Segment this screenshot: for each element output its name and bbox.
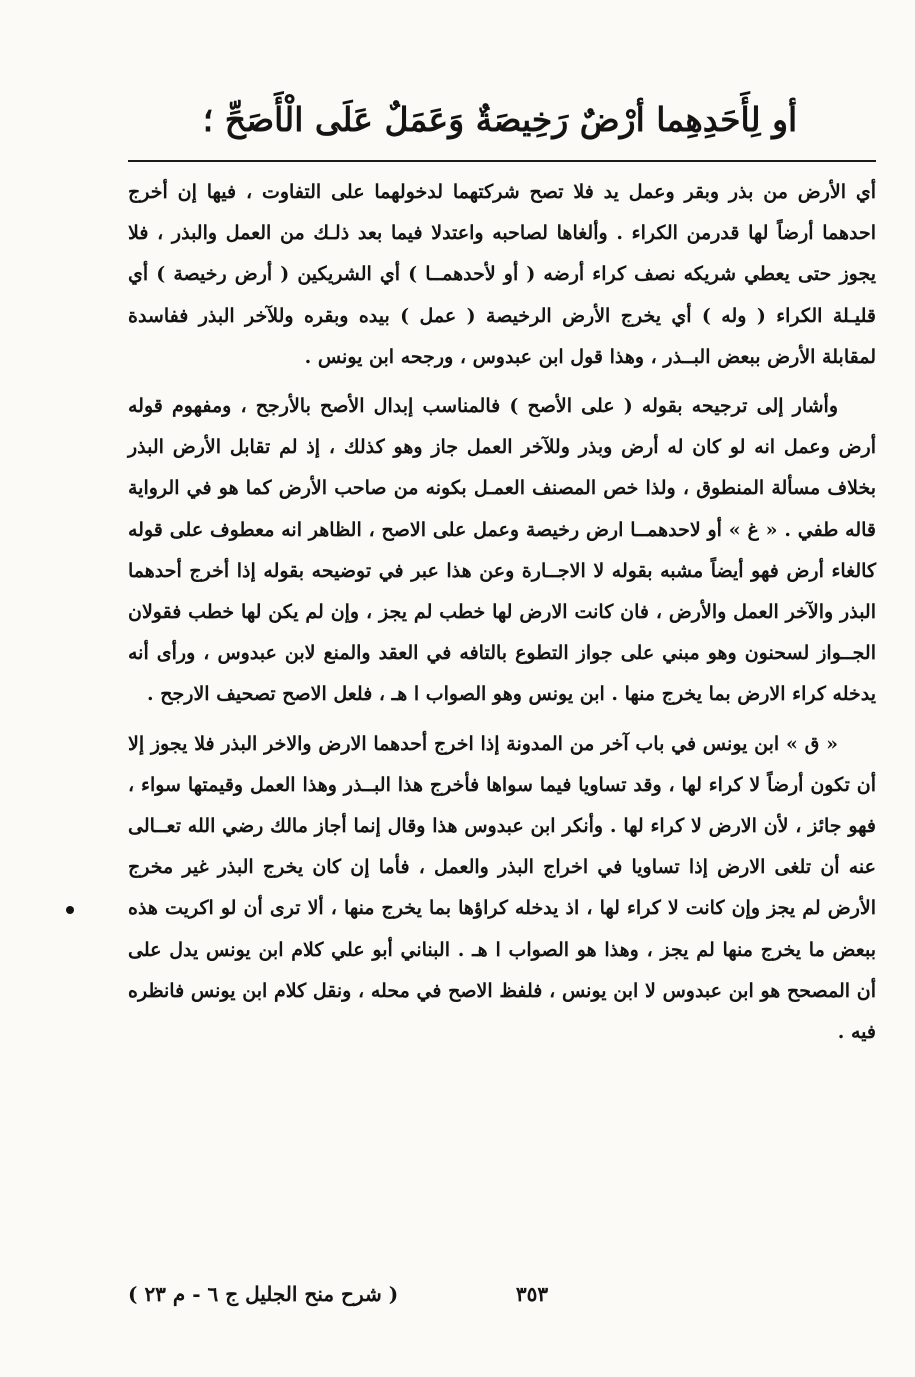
page-number: ٣٥٣ bbox=[515, 1282, 549, 1306]
header-divider bbox=[128, 160, 876, 162]
commentary-paragraph: أي الأرض من بذر وبقر وعمل يد فلا تصح شركتهما لدخولهما على التفاوت ، فيها إن أخرج احدهما أرضاً لها قدرمن الكراء . وألغاها لصاحبه واعتدلا فيما بعد ذلـك من العمل والبذر ، فلا يجوز حتى يعطي شريكه نصف كراء أرضه ( أو لأحدهمــا ) أي الشريكين ( أرض رخيصة ) أي قليـلة الكراء ( وله ) أي يخرج الأرض الرخيصة ( عمل ) بيده وبقره وللآخر البذر ففاسدة لمقابلة الأرض ببعض البــذر ، وهذا قول ابن عبدوس ، ورجحه ابن يونس . bbox=[128, 181, 876, 368]
commentary-paragraph: وأشار إلى ترجيحه بقوله ( على الأصح ) فالمناسب إبدال الأصح بالأرجح ، ومفهوم قوله أرض وعمل انه لو كان له أرض وبذر وللآخر العمل جاز وهو كذلك ، إذ لم تقابل الأرض البذر بخلاف مسألة المنطوق ، ولذا خص المصنف العمـل بكونه من صاحب الأرض كما هو في الرواية قاله طفي . « غ » أو لاحدهمــا ارض رخيصة وعمل على الاصح ، الظاهر انه معطوف على قوله كالغاء أرض فهو أيضاً مشبه بقوله لا الاجــارة وعن هذا عبر في توضيحه بقوله إذا أخرج أحدهما البذر والآخر العمل والأرض ، فان كانت الارض لها خطب لم يجز ، وإن لم يكن لها خطب فقولان الجــواز لسحنون وهو مبني على جواز التطوع بالتافه في العقد والمنع لابن عبدوس ، ورأى أنه يدخله كراء الارض بما يخرج منها . ابن يونس وهو الصواب ا هـ ، فلعل الاصح تصحيف الارجح . bbox=[128, 395, 876, 706]
commentary-paragraph: « ق » ابن يونس في باب آخر من المدونة إذا اخرج أحدهما الارض والاخر البذر فلا يجوز إلا أن تكون أرضاً لا كراء لها ، وقد تساويا فيما سواها فأخرج هذا البــذر وهذا العمل وقيمتها سواء ، فهو جائز ، لأن الارض لا كراء لها . وأنكر ابن عبدوس هذا وقال إنما أجاز مالك رضي الله تعــالى عنه أن تلغى الارض إذا تساويا في اخراج البذر والعمل ، فأما إن كان يخرج البذر غير مخرج الأرض لم يجز وإن كانت لا كراء لها ، اذ يدخله كراؤها بما يخرج منها ، ألا ترى أن لو اكريت هذه ببعض ما يخرج منها لم يجز ، وهذا هو الصواب ا هـ . البناني أبو علي كلام ابن يونس يدل على أن المصحح هو ابن عبدوس لا ابن يونس ، فلفظ الاصح في محله ، ونقل كلام ابن يونس فانظره فيه . bbox=[128, 732, 876, 1044]
commentary-body bbox=[128, 172, 876, 1061]
book-reference: ( شرح منح الجليل ج ٦ - م ٢٣ ) bbox=[128, 1282, 399, 1306]
page-footer bbox=[128, 1282, 876, 1322]
ink-speck bbox=[66, 906, 74, 914]
matn-verse-heading: أو لِأَحَدِهِما أرْضٌ رَخِيصَةٌ وَعَمَلٌ عَلَى الْأَصَحِّ ؛ bbox=[202, 100, 798, 139]
